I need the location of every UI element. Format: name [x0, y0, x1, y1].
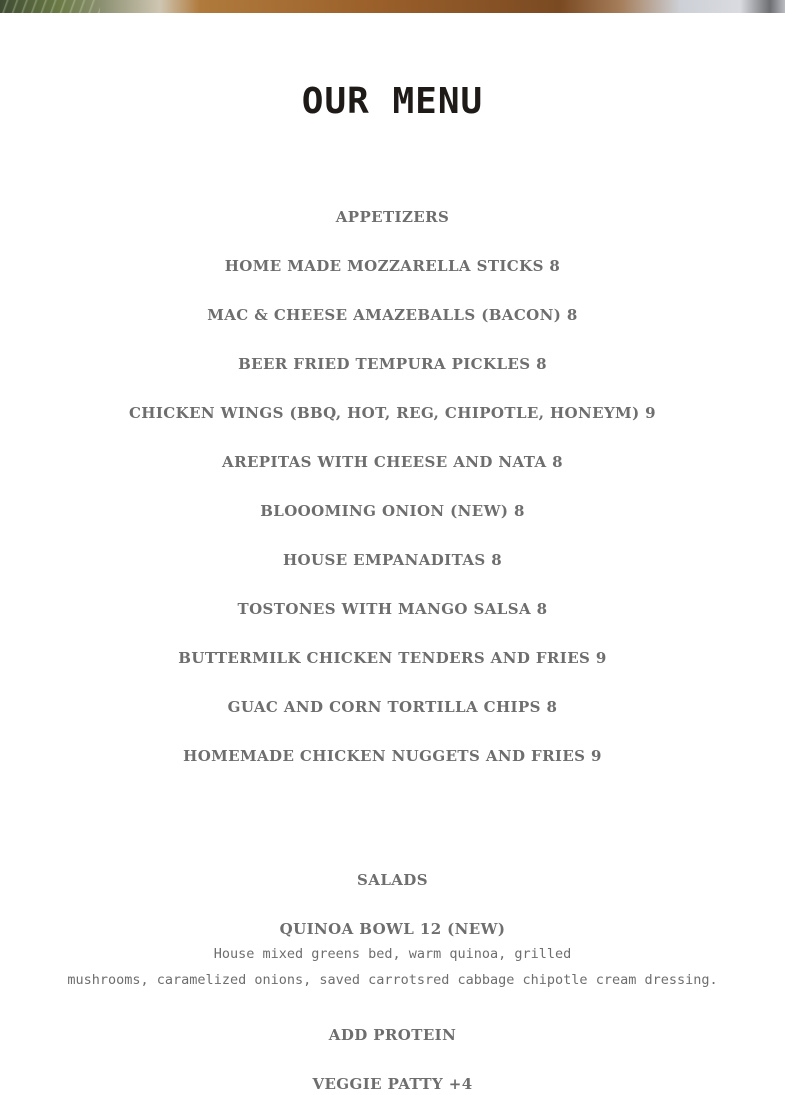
menu-item: AREPITAS WITH CHEESE AND NATA 8 — [222, 453, 563, 471]
menu-item: HOMEMADE CHICKEN NUGGETS AND FRIES 9 — [183, 747, 602, 765]
menu-item: TOSTONES WITH MANGO SALSA 8 — [237, 600, 548, 618]
menu-item-quinoa-bowl: QUINOA BOWL 12 (NEW) — [279, 920, 506, 938]
item-description: mushrooms, caramelized onions, saved carrotsred cabbage chipotle cream dressing. — [67, 972, 718, 988]
herb-garnish — [0, 0, 100, 13]
section-heading-salads: SALADS — [357, 871, 428, 889]
menu-item: BUTTERMILK CHICKEN TENDERS AND FRIES 9 — [178, 649, 607, 667]
page-title: OUR MENU — [301, 81, 484, 122]
add-protein-heading: ADD PROTEIN — [328, 1026, 457, 1044]
menu-item: HOUSE EMPANADITAS 8 — [282, 551, 503, 569]
menu-item: GUAC AND CORN TORTILLA CHIPS 8 — [227, 698, 558, 716]
hero-image — [0, 0, 785, 13]
section-heading-appetizers: APPETIZERS — [335, 208, 450, 226]
menu-item: BLOOOMING ONION (NEW) 8 — [260, 502, 525, 520]
item-description: House mixed greens bed, warm quinoa, grilled — [213, 946, 572, 962]
menu-item: CHICKEN WINGS (BBQ, HOT, REG, CHIPOTLE, HONEYM) 9 — [128, 404, 657, 422]
menu-item: HOME MADE MOZZARELLA STICKS 8 — [224, 257, 561, 275]
menu-item-veggie-patty: VEGGIE PATTY +4 — [312, 1075, 473, 1093]
menu-item: MAC & CHEESE AMAZEBALLS (BACON) 8 — [207, 306, 578, 324]
menu-item: BEER FRIED TEMPURA PICKLES 8 — [238, 355, 547, 373]
